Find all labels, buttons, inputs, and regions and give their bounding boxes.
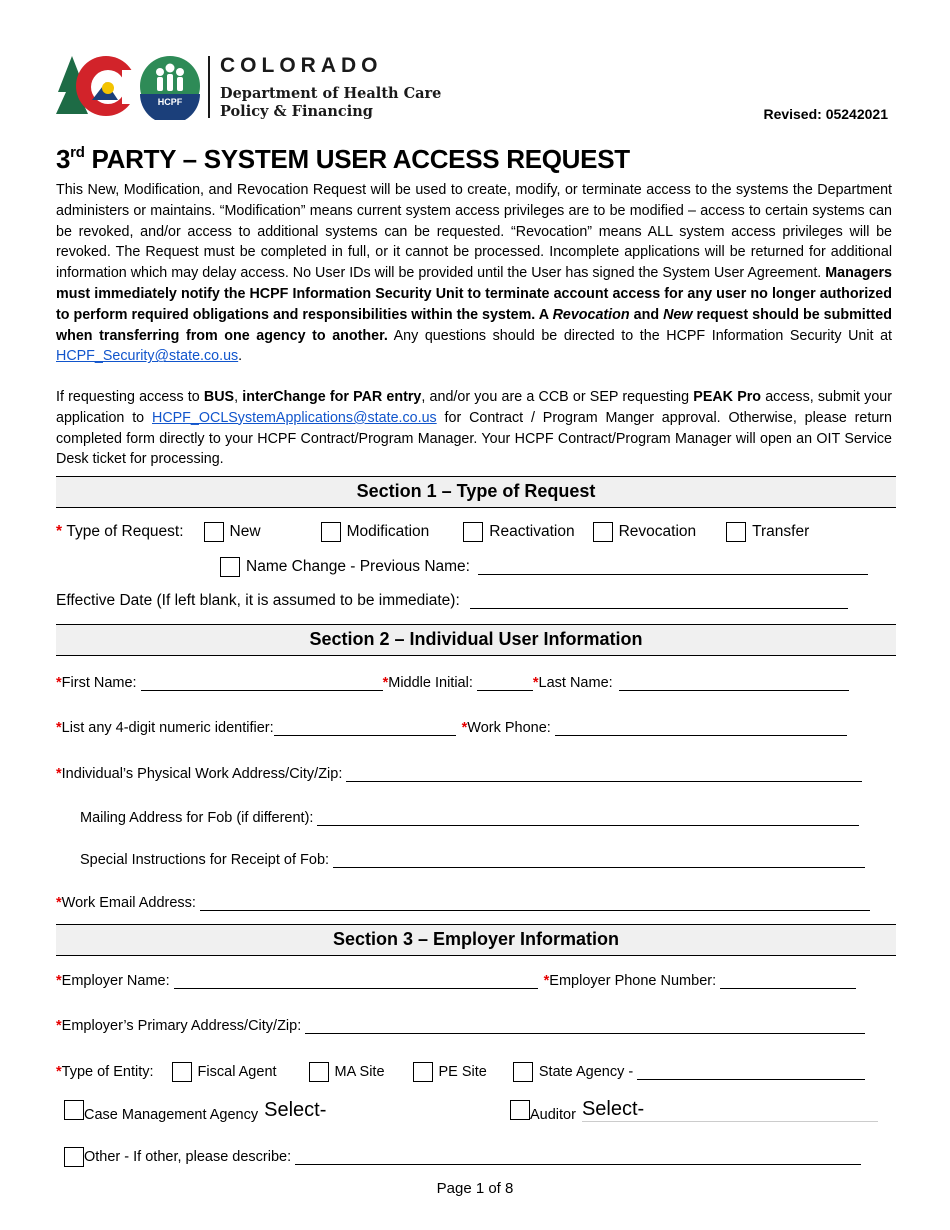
section-1-header: Section 1 – Type of Request	[56, 476, 896, 508]
checkbox[interactable]	[513, 1062, 533, 1082]
colorado-hcpf-logo	[56, 52, 206, 120]
entity-state-agency[interactable]: State Agency -	[513, 1062, 633, 1082]
option-new[interactable]: New	[204, 522, 261, 542]
entity-pe-site[interactable]: PE Site	[413, 1062, 487, 1082]
mailing-address-label: Mailing Address for Fob (if different):	[80, 810, 314, 826]
header-divider	[208, 56, 210, 118]
page-number: Page 1 of 8	[436, 1180, 514, 1197]
other-label: Other - If other, please describe:	[84, 1149, 292, 1165]
entity-type-label: Type of Entity:	[61, 1064, 154, 1080]
section-3-header: Section 3 – Employer Information	[56, 924, 896, 956]
employer-row: * Employer Name: * Employer Phone Number:	[56, 973, 856, 989]
work-phone-field[interactable]	[555, 720, 847, 736]
mailing-address-row	[80, 810, 859, 826]
first-name-field[interactable]	[141, 675, 383, 691]
mailing-address-field[interactable]	[317, 810, 859, 826]
ocl-email-link[interactable]: HCPF_OCLSystemApplications@state.co.us	[152, 409, 437, 426]
work-phone-label: Work Phone:	[467, 720, 551, 736]
physical-address-field[interactable]	[346, 766, 862, 782]
employer-name-label: Employer Name:	[61, 973, 170, 989]
section-2-header: Section 2 – Individual User Information	[56, 624, 896, 656]
other-row	[64, 1147, 861, 1167]
checkbox[interactable]	[413, 1062, 433, 1082]
other-description-field[interactable]	[295, 1149, 861, 1165]
checkbox[interactable]	[463, 522, 483, 542]
state-agency-field[interactable]	[637, 1064, 865, 1080]
employer-phone-field[interactable]	[720, 973, 856, 989]
option-revocation[interactable]: Revocation	[593, 522, 697, 542]
checkbox[interactable]	[321, 522, 341, 542]
intro-paragraph: This New, Modification, and Revocation Request will be used to create, modify, or terminate access to the systems the Department administers or maintains. “Modification” means current system access privileges are to be modified – access to certain systems can be revoked, and/or access to additional systems can be requested. “Revocation” means ALL system access privileges will be revoked. The Request must be completed in full, or it cannot be processed. Incomplete applications will be returned for additional information which may delay access. No User IDs will be provided until the User has signed the System User Agreement. Managers must immediately notify the HCPF Information Security Unit to terminate account access for any user no longer authorized to perform required obligations and responsibilities within the system. A Revocation and New request should be submitted when transferring from one agency to another. Any questions should be directed to the HCPF Information Security Unit at HCPF_Security@state.co.us.	[56, 182, 893, 365]
case-management-select[interactable]: Select-	[264, 1098, 327, 1121]
case-management-checkbox[interactable]	[64, 1100, 84, 1120]
checkbox[interactable]	[726, 522, 746, 542]
entity-fiscal-agent[interactable]: Fiscal Agent	[172, 1062, 277, 1082]
security-email-link[interactable]: HCPF_Security@state.co.us	[56, 348, 239, 365]
special-instructions-label: Special Instructions for Receipt of Fob:	[80, 852, 330, 868]
checkbox[interactable]	[309, 1062, 329, 1082]
page-title: 3rd PARTY – SYSTEM USER ACCESS REQUEST	[56, 144, 630, 174]
employer-phone-label: Employer Phone Number:	[549, 973, 717, 989]
previous-name-field[interactable]	[478, 559, 868, 575]
first-name-label: First Name:	[61, 675, 137, 691]
auditor-row	[510, 1097, 878, 1123]
other-checkbox[interactable]	[64, 1147, 84, 1167]
revised-date: Revised: 05242021	[763, 106, 888, 122]
numeric-id-field[interactable]	[274, 720, 456, 736]
auditor-select[interactable]: Select-	[582, 1098, 878, 1122]
employer-name-field[interactable]	[174, 973, 538, 989]
svg-text:HCPF: HCPF	[157, 97, 183, 107]
special-instructions-field[interactable]	[333, 852, 865, 868]
brand-name: COLORADO	[220, 54, 383, 77]
department-line-1: Department of Health Care	[220, 85, 442, 102]
employer-address-row: * Employer’s Primary Address/City/Zip:	[56, 1018, 865, 1034]
checkbox[interactable]	[172, 1062, 192, 1082]
checkbox[interactable]	[593, 522, 613, 542]
checkbox[interactable]	[204, 522, 224, 542]
document-header	[56, 52, 896, 124]
option-transfer[interactable]: Transfer	[726, 522, 809, 542]
special-instructions-row	[80, 852, 865, 868]
physical-address-label: Individual’s Physical Work Address/City/Zip:	[61, 766, 343, 782]
case-management-row	[64, 1097, 326, 1123]
last-name-label: Last Name:	[538, 675, 613, 691]
option-modification[interactable]: Modification	[321, 522, 430, 542]
type-of-request-row: * Type of Request: New Modification Reactivation Revocation Transfer	[56, 523, 810, 540]
middle-initial-label: Middle Initial:	[388, 675, 473, 691]
identifier-row: * List any 4-digit numeric identifier: * Work Phone:	[56, 720, 847, 736]
name-change-row	[220, 557, 868, 577]
name-change-checkbox[interactable]	[220, 557, 240, 577]
auditor-checkbox[interactable]	[510, 1100, 530, 1120]
employer-address-label: Employer’s Primary Address/City/Zip:	[61, 1018, 302, 1034]
department-name	[220, 85, 441, 121]
name-change-label: Name Change - Previous Name:	[246, 558, 470, 575]
case-management-label: Case Management Agency	[84, 1107, 259, 1123]
type-of-request-label: Type of Request:	[66, 523, 184, 540]
option-reactivation[interactable]: Reactivation	[463, 522, 574, 542]
submission-paragraph: If requesting access to BUS, interChange for PAR entry, and/or you are a CCB or SEP requesting PEAK Pro access, submit your application to HCPF_OCLSystemApplications@state.co.us for Contract / Program Manger approval. Otherwise, please return completed form directly to your HCPF Contract/Program Manager. Your HCPF Contract/Program Manager will open an OIT Service Desk ticket for processing.	[56, 389, 892, 468]
work-email-field[interactable]	[200, 895, 870, 911]
work-email-row: * Work Email Address:	[56, 895, 870, 911]
middle-initial-field[interactable]	[477, 675, 533, 691]
entity-ma-site[interactable]: MA Site	[309, 1062, 385, 1082]
department-line-2: Policy & Financing	[220, 103, 373, 120]
work-email-label: Work Email Address:	[61, 895, 196, 911]
name-row: * First Name: * Middle Initial: * Last Name:	[56, 675, 849, 691]
effective-date-row	[56, 592, 848, 610]
effective-date-field[interactable]	[470, 593, 848, 609]
effective-date-label: Effective Date (If left blank, it is assumed to be immediate):	[56, 592, 460, 609]
employer-address-field[interactable]	[305, 1018, 865, 1034]
last-name-field[interactable]	[619, 675, 849, 691]
auditor-label: Auditor	[530, 1107, 576, 1123]
numeric-id-label: List any 4-digit numeric identifier:	[61, 720, 274, 736]
entity-type-row: * Type of Entity: Fiscal Agent MA Site PE Site State Agency -	[56, 1062, 865, 1082]
physical-address-row: * Individual’s Physical Work Address/City/Zip:	[56, 766, 862, 782]
